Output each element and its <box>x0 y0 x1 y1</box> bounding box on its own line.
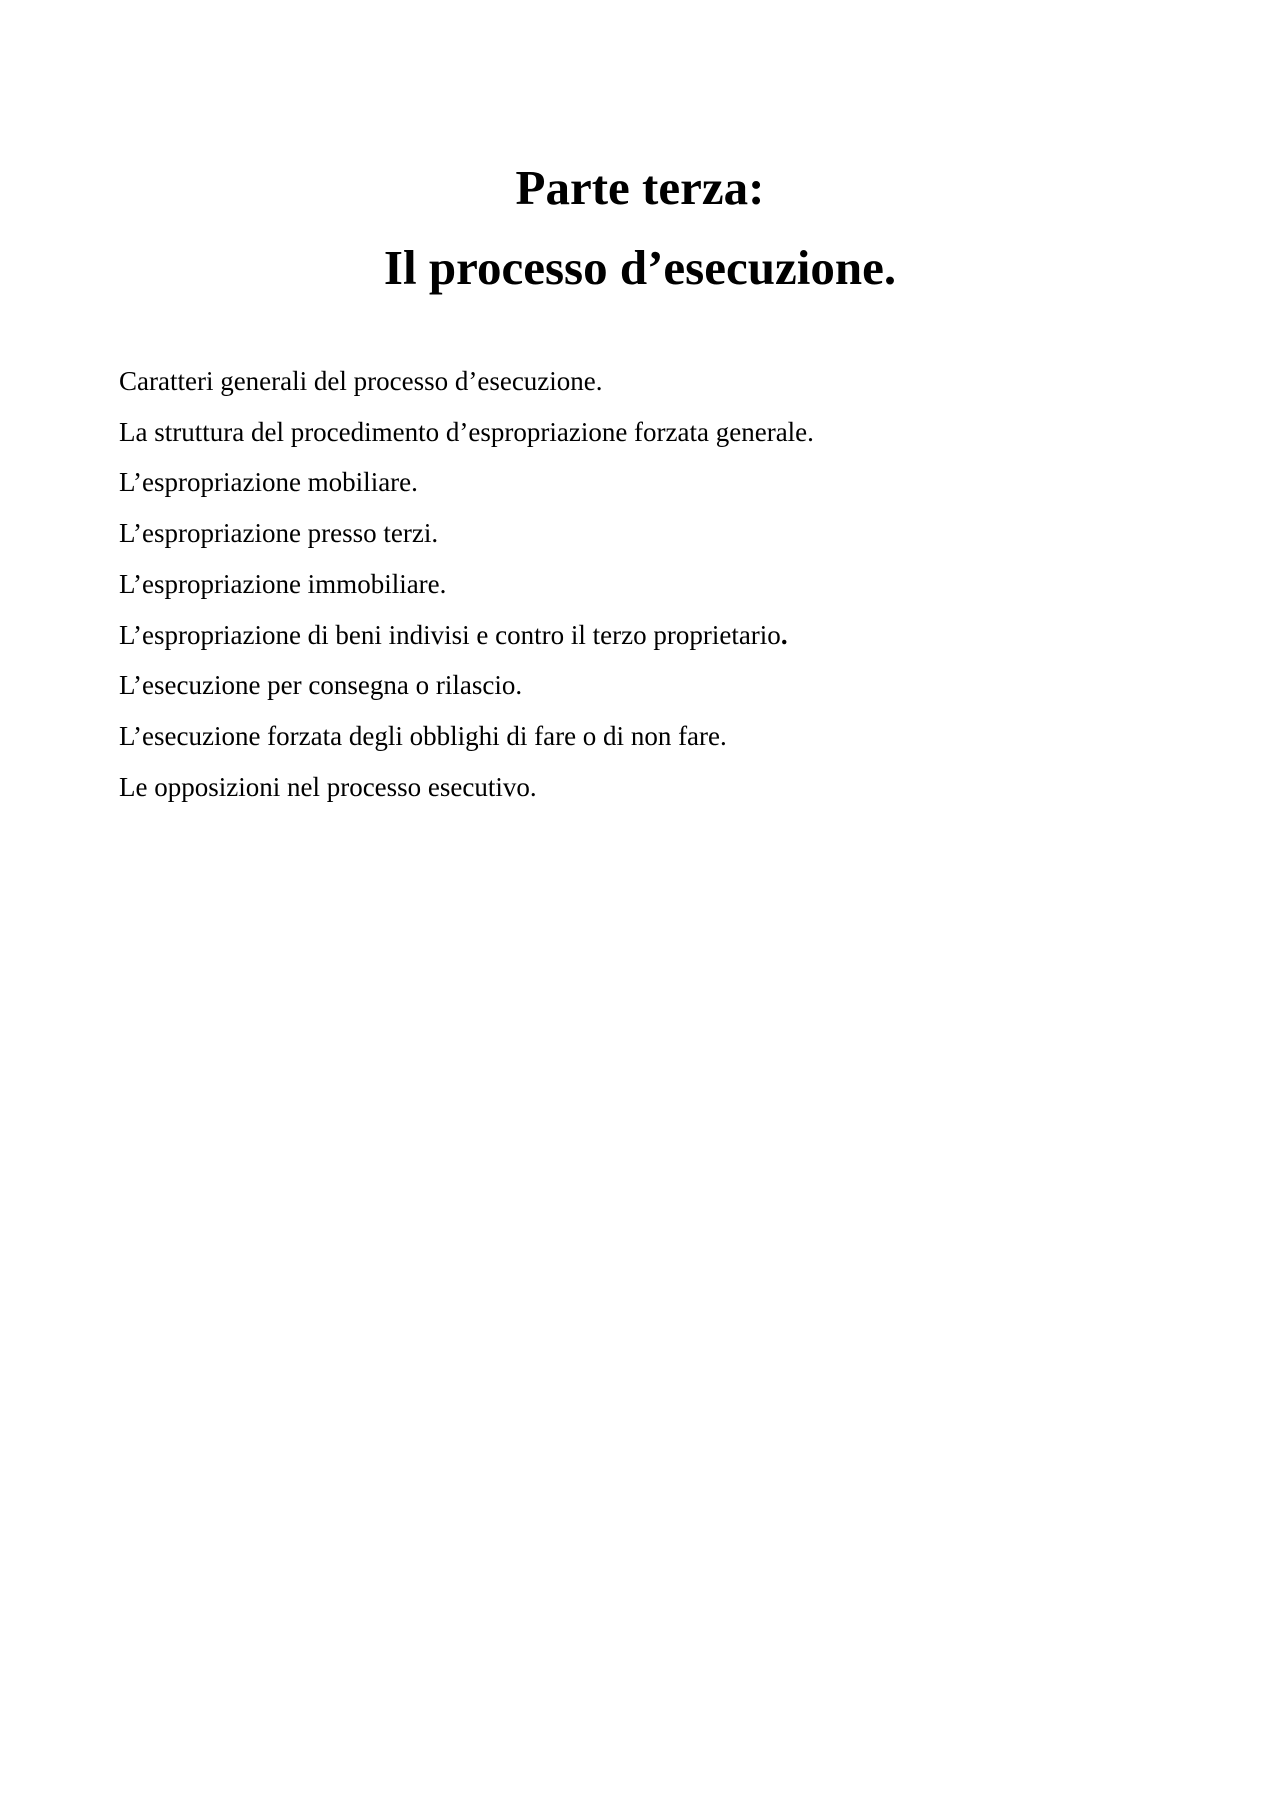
contents-item <box>119 407 1179 458</box>
contents-item-text: Le opposizioni nel processo esecutivo. <box>119 771 537 802</box>
page-title <box>0 148 1280 308</box>
contents-item <box>119 711 1179 762</box>
contents-item-text: L’esecuzione per consegna o rilascio. <box>119 670 523 701</box>
contents-item-text: L’espropriazione presso terzi. <box>119 518 439 549</box>
contents-item <box>119 762 1179 813</box>
contents-item <box>119 356 1179 407</box>
contents-item-text: La struttura del procedimento d’espropriazione forzata generale. <box>119 416 814 447</box>
title-line-subject: Il processo d’esecuzione. <box>383 240 897 295</box>
contents-item-text: Caratteri generali del processo d’esecuzione. <box>119 366 603 396</box>
contents-item-text: L’esecuzione forzata degli obblighi di fare o di non fare. <box>119 720 727 751</box>
contents-item-text: L’espropriazione di beni indivisi e contro il terzo proprietario <box>119 619 781 650</box>
contents-list <box>119 356 1179 812</box>
contents-item <box>119 660 1179 711</box>
contents-item-text: L’espropriazione immobiliare. <box>119 568 447 599</box>
title-line-part: Parte terza: <box>515 160 765 215</box>
bold-period: . <box>780 619 788 650</box>
contents-item <box>119 610 1179 661</box>
contents-item <box>119 559 1179 610</box>
contents-item <box>119 508 1179 559</box>
contents-item-text: L’espropriazione mobiliare. <box>119 467 418 498</box>
contents-item <box>119 457 1179 508</box>
